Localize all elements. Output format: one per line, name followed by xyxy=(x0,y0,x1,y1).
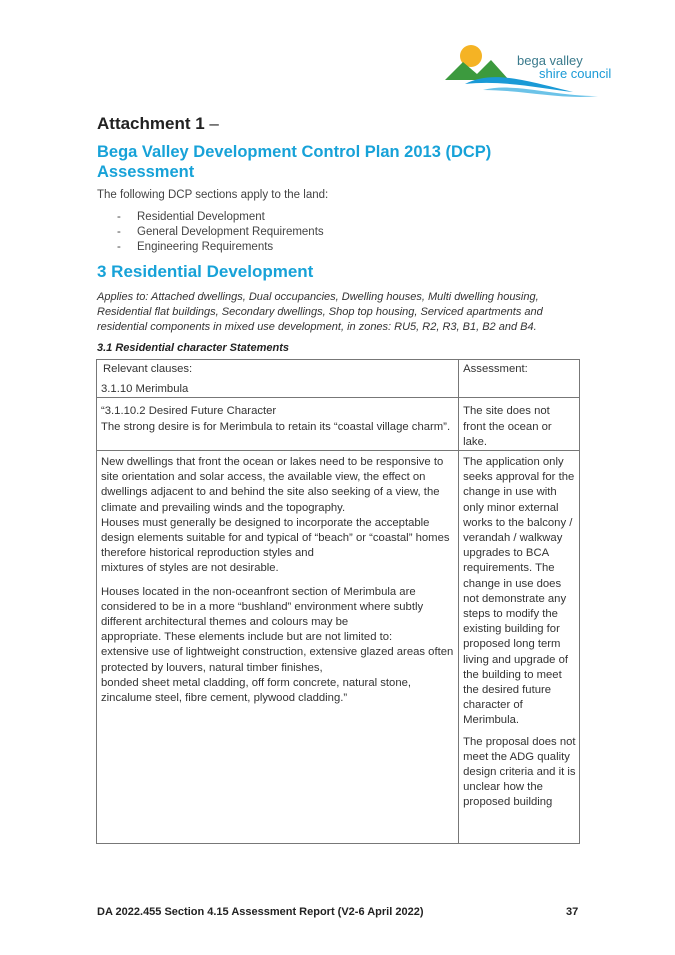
right-para-2: The application only seeks approval for the change in use with only minor external works to the balcony / verandah / walkway upgrades to BCA requirements. The change in use does not demonstrate any steps to modify the existing building for proposed long term living and upgrade of the building to meet the desired future character of Merimbula. xyxy=(463,456,575,727)
intro-text: The following DCP sections apply to the land: xyxy=(97,189,329,201)
list-item: - Engineering Requirements xyxy=(117,241,274,253)
dcp-title: Bega Valley Development Control Plan 2013 (DCP) Assessment xyxy=(97,143,492,181)
list-item: - Residential Development xyxy=(117,211,265,223)
council-logo xyxy=(443,40,633,106)
logo-line1: bega valley xyxy=(517,53,583,68)
attachment-title: Attachment 1 – xyxy=(97,114,219,133)
table-cell xyxy=(459,398,580,451)
applies-to-text: Applies to: Attached dwellings, Dual occupancies, Dwelling houses, Multi dwelling housing, Residential flat buildings, Secondary dwellings, Shop top housing, Serviced apartments and residential components in mixed use development, in zones: RU5, R2, R3, B1, B2 and B4. xyxy=(97,291,543,333)
table-cell xyxy=(97,360,459,398)
logo-wave2-icon xyxy=(483,88,598,97)
table-cell xyxy=(459,451,580,844)
page-number: 37 xyxy=(566,906,579,918)
table-cell xyxy=(97,451,459,844)
header-right: Assessment: xyxy=(463,363,528,375)
logo-line2: shire council xyxy=(539,66,612,81)
sections-list xyxy=(117,210,324,255)
subsection-heading: 3.1 Residential character Statements xyxy=(97,342,289,354)
left-para-1: “3.1.10.2 Desired Future Character The strong desire is for Merimbula to retain its “coastal village charm”. xyxy=(101,405,451,433)
right-para-1: The site does not front the ocean or lake. xyxy=(463,405,552,448)
table-row xyxy=(97,360,580,398)
header-left: Relevant clauses: xyxy=(103,363,193,375)
table-row xyxy=(97,451,580,844)
table-cell xyxy=(97,398,459,451)
right-para-3: The proposal does not meet the ADG quality design criteria and it is unclear how the proposed building xyxy=(463,735,576,809)
table-row xyxy=(97,398,580,451)
section-heading: 3 Residential Development xyxy=(97,262,314,281)
left-para-3: Houses located in the non-oceanfront section of Merimbula are considered to be in a more “bushland” environment where subtly different architectural themes and colours may be appropriate. These elements include but are not limited to: extensive use of lightweight construction, extensive glazed areas often protected by louvers, natural timber finishes, bonded sheet metal cladding, off form concrete, natural stone, zincalume steel, fibre cement, plywood cladding.” xyxy=(101,585,454,705)
list-item: - General Development Requirements xyxy=(117,226,324,238)
left-para-2: New dwellings that front the ocean or lakes need to be responsive to site orientation and solar access, the available view, the effect on dwellings adjacent to and behind the site also seeking of a view, the climate and prevailing winds and the topography. Houses must generally be designed to incorporate the acceptable design elements suitable for and typical of “beach” or “coastal” homes therefore historical reproduction styles and mixtures of styles are not desirable. xyxy=(101,456,450,575)
clause-title: 3.1.10 Merimbula xyxy=(101,383,189,396)
table-cell xyxy=(459,360,580,398)
footer-report: DA 2022.455 Section 4.15 Assessment Report (V2-6 April 2022) xyxy=(97,906,424,918)
assessment-table xyxy=(96,359,580,844)
